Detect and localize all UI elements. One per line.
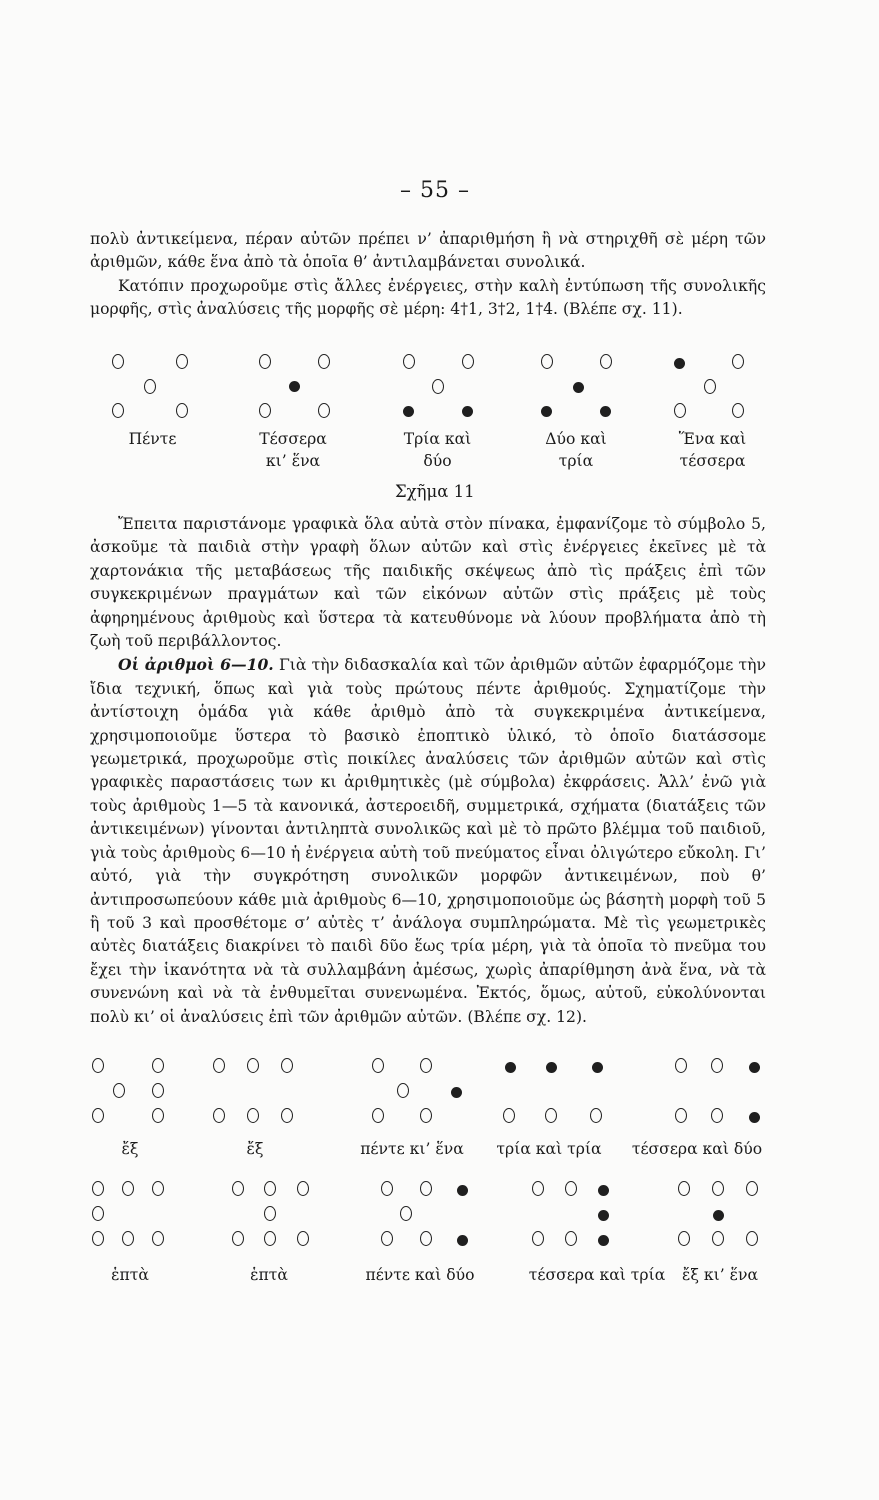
fig12-caption-r2-2: ἑπτὰ [250, 1266, 288, 1284]
dot-filled [674, 358, 685, 369]
dot-hollow [432, 379, 444, 394]
dot-filled [462, 406, 473, 417]
text-block-middle [90, 513, 766, 1029]
dot-filled [403, 406, 414, 417]
fig11-caption-2: Τέσσερα κι’ ἕνα [259, 430, 327, 470]
fig12-caption-r1-1: ἔξ [121, 1140, 139, 1158]
paragraph-2: Κατόπιν προχωροῦμε στὶς ἄλλες ἐνέργειες, στὴν καλὴ ἐντύπωση τῆς συνολικῆς μορφῆς, στὶς ἀναλύσεις τῆς μορφῆς σὲ μέρη: 4†1, 3†2, 1†4. (Βλέπε σχ. 11). [90, 276, 766, 319]
dot-filled [749, 1062, 760, 1073]
dot-hollow [712, 1231, 724, 1246]
dot-filled [713, 1210, 724, 1221]
dot-hollow [213, 1108, 225, 1123]
paragraph-4 [90, 653, 766, 1029]
dot-hollow [264, 1206, 276, 1221]
dot-filled [598, 1210, 609, 1221]
dot-hollow [400, 1206, 412, 1221]
dot-filled [598, 1235, 609, 1246]
dot-hollow [152, 1058, 164, 1073]
figure-11-title: Σχῆμα 11 [395, 482, 475, 501]
dot-hollow [232, 1181, 244, 1196]
dot-hollow [113, 1083, 125, 1098]
dot-filled [457, 1185, 468, 1196]
dot-hollow [397, 1083, 409, 1098]
dot-hollow [675, 1058, 687, 1073]
dot-filled [749, 1112, 760, 1123]
dot-hollow [264, 1231, 276, 1246]
fig11-caption-5: Ἕνα καὶ τέσσερα [678, 430, 747, 470]
dot-hollow [318, 403, 330, 418]
dot-hollow [92, 1058, 104, 1073]
dot-hollow [122, 1181, 134, 1196]
dot-hollow [675, 1108, 687, 1123]
dot-hollow [746, 1181, 758, 1196]
dot-hollow [176, 354, 188, 369]
dot-hollow [213, 1058, 225, 1073]
dot-hollow [112, 403, 124, 418]
dot-filled [592, 1062, 603, 1073]
dot-hollow [590, 1108, 602, 1123]
dot-hollow [565, 1181, 577, 1196]
paragraph-3: Ἔπειτα παριστάνομε γραφικὰ ὅλα αὐτὰ στὸν πίνακα, ἐμφανίζομε τὸ σύμβολο 5, ἀσκοῦμε τὰ παιδιὰ στὴν γραφὴ ὅλων αὐτῶν καὶ στὶς ἐνέργειες ἐκεῖνες μὲ τὰ χαρτονάκια τῆς μεταβάσεως τῆς παιδικῆς σκέψεως ἀπὸ τὶς πράξεις ἐπὶ τῶν συγκεκριμένων πραγμάτων καὶ τῶν εἰκόνων αὐτῶν στὶς πράξεις μὲ τοὺς ἀφηρημένους ἀριθμοὺς καὶ ὕστερα τὰ κατευθύνομε νὰ λύουν προβλήματα ἀπὸ τὴ ζωὴ τοῦ περιβάλλοντος. [90, 515, 766, 651]
dot-hollow [704, 379, 716, 394]
dot-hollow [462, 354, 474, 369]
dot-hollow [420, 1058, 432, 1073]
dot-hollow [247, 1058, 259, 1073]
dot-hollow [281, 1108, 293, 1123]
dot-hollow [420, 1231, 432, 1246]
page-number: – 55 – [400, 178, 470, 203]
dot-hollow [403, 354, 415, 369]
dot-filled [289, 381, 300, 392]
dot-hollow [144, 379, 156, 394]
text-block-top [90, 228, 766, 322]
fig12-caption-r1-3: πέντε κι’ ἕνα [360, 1140, 464, 1158]
dot-hollow [541, 354, 553, 369]
dot-hollow [381, 1181, 393, 1196]
dot-hollow [247, 1108, 259, 1123]
dot-hollow [318, 354, 330, 369]
dot-hollow [112, 354, 124, 369]
dot-hollow [297, 1231, 309, 1246]
paragraph-1: πολὺ ἀντικείμενα, πέραν αὐτῶν πρέπει ν’ ἀπαριθμήση ἢ νὰ στηριχθῆ σὲ μέρη τῶν ἀριθμῶν, κάθε ἕνα ἀπὸ τὰ ὁποῖα θ’ ἀντιλαμβάνεται συνολικά. [90, 230, 766, 272]
fig12-caption-r2-5: ἔξ κι’ ἕνα [681, 1266, 759, 1284]
fig12-caption-r2-4: τέσσερα καὶ τρία [528, 1266, 666, 1284]
fig12-caption-r1-2: ἔξ [246, 1140, 264, 1158]
dot-hollow [678, 1231, 690, 1246]
fig11-caption-3: Τρία καὶ δύο [403, 430, 472, 470]
dot-hollow [152, 1181, 164, 1196]
dot-hollow [674, 403, 686, 418]
dot-hollow [732, 403, 744, 418]
dot-hollow [732, 354, 744, 369]
section-heading: Οἱ ἀριθμοὶ 6—10. [118, 655, 274, 675]
dot-hollow [372, 1058, 384, 1073]
fig12-caption-r1-4: τρία καὶ τρία [496, 1140, 602, 1158]
dot-hollow [600, 354, 612, 369]
dot-hollow [92, 1108, 104, 1123]
dot-hollow [712, 1181, 724, 1196]
dot-hollow [746, 1231, 758, 1246]
dot-hollow [297, 1181, 309, 1196]
dot-hollow [92, 1206, 104, 1221]
dot-hollow [372, 1108, 384, 1123]
dot-hollow [122, 1231, 134, 1246]
dot-hollow [545, 1108, 557, 1123]
dot-hollow [678, 1181, 690, 1196]
dot-hollow [232, 1231, 244, 1246]
dot-filled [457, 1235, 468, 1246]
dot-hollow [176, 403, 188, 418]
dot-hollow [152, 1083, 164, 1098]
fig11-caption-4: Δύο καὶ τρία [545, 430, 607, 470]
dot-filled [541, 406, 552, 417]
dot-hollow [711, 1108, 723, 1123]
dot-filled [546, 1062, 557, 1073]
dot-hollow [152, 1231, 164, 1246]
dot-hollow [565, 1231, 577, 1246]
dot-hollow [259, 403, 271, 418]
dot-hollow [264, 1181, 276, 1196]
dot-hollow [420, 1181, 432, 1196]
dot-hollow [92, 1181, 104, 1196]
dot-hollow [420, 1108, 432, 1123]
dot-hollow [92, 1231, 104, 1246]
dot-hollow [381, 1231, 393, 1246]
dot-hollow [259, 354, 271, 369]
fig12-caption-r2-3: πέντε καὶ δύο [365, 1266, 475, 1284]
dot-hollow [532, 1181, 544, 1196]
dot-hollow [281, 1058, 293, 1073]
dot-filled [598, 1185, 609, 1196]
paragraph-4-body: Γιὰ τὴν διδασκαλία καὶ τῶν ἀριθμῶν αὐτῶν ἐφαρμόζομε τὴν ἴδια τεχνική, ὅπως καὶ γιὰ τοὺς πρώτους πέντε ἀριθμούς. Σχηματίζομε τὴν ἀντίστοιχη ὁμάδα γιὰ κάθε ἀριθμὸ ἀπὸ τὰ συγκεκριμένα ἀντικείμενα, χρησιμοποιοῦμε ὕστερα τὸ βασικὸ ἐποπτικὸ ὑλικό, τὸ ὁποῖο διατάσσομε γεωμετρικά, προχωροῦμε στὶς ποικίλες ἀναλύσεις τῶν ἀριθμῶν αὐτῶν καὶ στὶς γραφικὲς παραστάσεις των κι ἀριθμητικὲς (μὲ σύμβολα) ἐκφράσεις. Ἀλλ’ ἐνῶ γιὰ τοὺς ἀριθμοὺς 1—5 τὰ κανονικά, ἀστεροειδῆ, συμμετρικά, σχήματα (διατάξεις τῶν ἀντικειμένων) γίνονται ἀντιληπτὰ συνολικῶς καὶ μὲ τὸ πρῶτο βλέμμα τοῦ παιδιοῦ, γιὰ τοὺς ἀριθμοὺς 6—10 ἡ ἐνέργεια αὐτὴ τοῦ πνεύματος εἶναι ὀλιγώτερο εὔκολη. Γι’ αὐτό, γιὰ τὴν συγκρότηση συνολικῶν μορφῶν ἀντικειμένων, ποὺ θ’ ἀντιπροσωπεύουν κάθε μιὰ ἀριθμοὺς 6—10, χρησιμοποιοῦμε ὡς βάσητὴ μορφὴ τοῦ 5 ἢ τοῦ 3 καὶ προσθέτομε σ’ αὐτὲς τ’ ἀνάλογα συμπληρώματα. Μὲ τὶς γεωμετρικὲς αὐτὲς διατάξεις διακρίνει τὸ παιδὶ δῦο ἕως τρία μέρη, γιὰ τὰ ὁποῖα τὸ πνεῦμα του ἔχει τὴν ἱκανότητα νὰ τὰ συλλαμβάνη ἀμέσως, χωρὶς ἀπαρίθμηση ἀνὰ ἕνα, νὰ τὰ συνενώνη καὶ νὰ τὰ ἐνθυμεῖται συνενωμένα. Ἐκτός, ὅμως, αὐτοῦ, εὐκολύνονται πολὺ κι’ οἱ ἀναλύσεις ἐπὶ τῶν ἀριθμῶν αὐτῶν. (Βλέπε σχ. 12). [90, 656, 766, 1026]
fig12-caption-r1-5: τέσσερα καὶ δύο [631, 1140, 763, 1158]
fig11-caption-1: Πέντε [128, 430, 177, 448]
dot-hollow [152, 1108, 164, 1123]
dot-hollow [532, 1231, 544, 1246]
dot-filled [505, 1062, 516, 1073]
dot-filled [600, 406, 611, 417]
dot-hollow [503, 1108, 515, 1123]
dot-hollow [711, 1058, 723, 1073]
dot-filled [573, 382, 584, 393]
fig12-caption-r2-1: ἑπτὰ [111, 1266, 149, 1284]
dot-filled [451, 1087, 462, 1098]
